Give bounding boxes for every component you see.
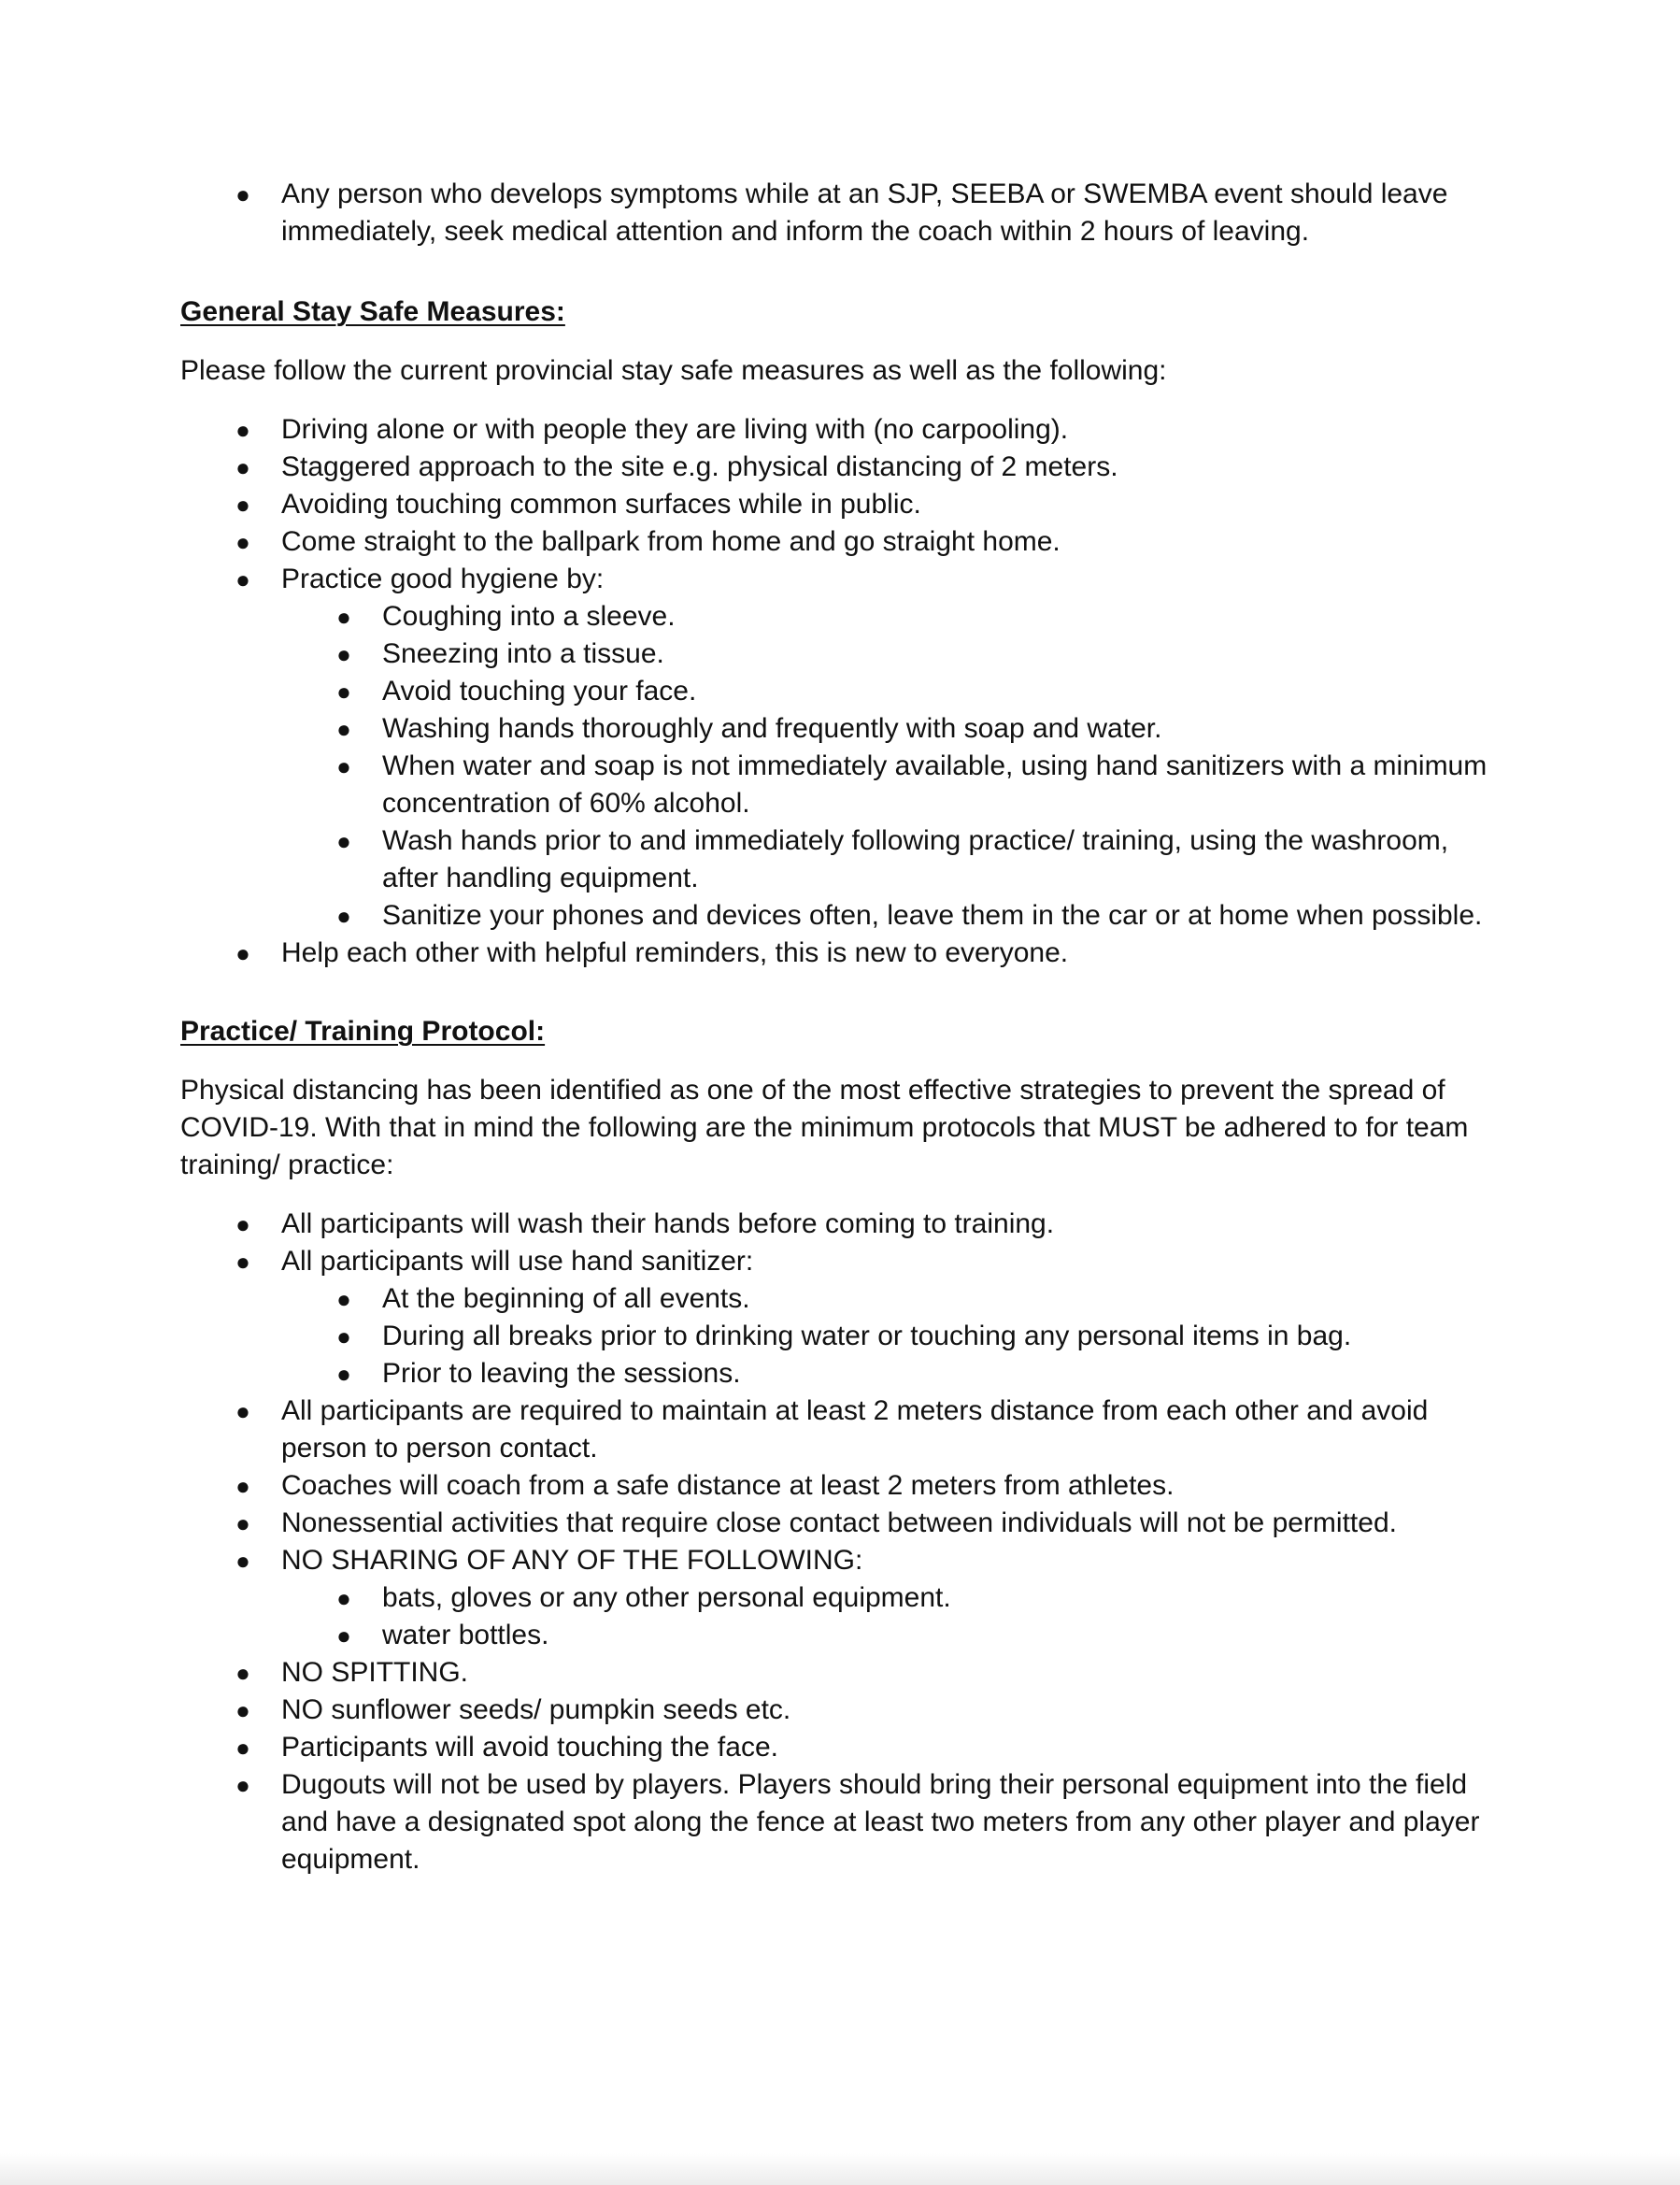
bullet-icon: ● xyxy=(235,1397,250,1425)
sublist-item xyxy=(281,636,1507,673)
bullet-icon: ● xyxy=(235,1472,250,1500)
bullet-icon: ● xyxy=(336,603,351,631)
sublist-item-text: Sneezing into a tissue. xyxy=(382,638,664,669)
sublist-item-text: Wash hands prior to and immediately following practice/ training, using the washroom, after handling equipment. xyxy=(382,825,1449,893)
bullet-icon: ● xyxy=(336,1360,351,1388)
list-item-text: NO SPITTING. xyxy=(281,1657,469,1688)
list-item-text: Any person who develops symptoms while at an SJP, SEEBA or SWEMBA event should leave immediately, seek medical attention and inform the coach within 2 hours of leaving. xyxy=(281,179,1448,247)
sublist-item xyxy=(281,1579,1507,1617)
bullet-icon: ● xyxy=(235,1547,250,1575)
list-item-text: Dugouts will not be used by players. Players should bring their personal equipment into the field and have a designated spot along the fence at least two meters from any other player and player equipment. xyxy=(281,1769,1480,1875)
bullet-icon: ● xyxy=(235,1210,250,1238)
list-item-text: Staggered approach to the site e.g. physical distancing of 2 meters. xyxy=(281,451,1118,482)
list-item-text: Driving alone or with people they are living with (no carpooling). xyxy=(281,414,1069,445)
sublist-item xyxy=(281,710,1507,748)
practice-protocol-list xyxy=(180,1206,1507,1878)
sublist-item xyxy=(281,673,1507,710)
sublist-item-text: Avoid touching your face. xyxy=(382,676,697,707)
bullet-icon: ● xyxy=(235,1696,250,1724)
list-item-text: All participants are required to maintain at least 2 meters distance from each other and avoid person to person contact. xyxy=(281,1395,1429,1464)
list-item-text: Help each other with helpful reminders, this is new to everyone. xyxy=(281,937,1069,968)
bullet-icon: ● xyxy=(235,1659,250,1687)
sublist-item-text: During all breaks prior to drinking water or touching any personal items in bag. xyxy=(382,1321,1352,1351)
sublist-item-text: At the beginning of all events. xyxy=(382,1283,750,1314)
list-item xyxy=(180,1505,1507,1542)
bullet-icon: ● xyxy=(336,1322,351,1350)
sublist-item xyxy=(281,822,1507,897)
list-item xyxy=(180,176,1507,250)
section-intro-practice: Physical distancing has been identified as one of the most effective strategies to prevent the spread of COVID-19. With that in mind the following are the minimum protocols that MUST be adhered to for team training/ practice: xyxy=(180,1075,1469,1180)
bullet-icon: ● xyxy=(235,453,250,481)
sublist-item xyxy=(281,897,1507,935)
list-item xyxy=(180,1729,1507,1766)
bullet-icon: ● xyxy=(336,827,351,855)
sublist-item-text: water bottles. xyxy=(382,1620,549,1650)
sublist-item-text: Sanitize your phones and devices often, leave them in the car or at home when possible. xyxy=(382,900,1483,931)
bullet-icon: ● xyxy=(235,939,250,967)
sublist-item-text: Coughing into a sleeve. xyxy=(382,601,676,632)
bullet-icon: ● xyxy=(235,1248,250,1276)
intro-list xyxy=(180,176,1507,250)
section-intro-general: Please follow the current provincial stay safe measures as well as the following: xyxy=(180,355,1167,386)
hygiene-sublist xyxy=(281,598,1507,935)
section-heading-practice: Practice/ Training Protocol: xyxy=(180,1016,546,1047)
list-item xyxy=(180,1467,1507,1505)
bullet-icon: ● xyxy=(235,1509,250,1537)
bullet-icon: ● xyxy=(235,1734,250,1762)
list-item xyxy=(180,523,1507,561)
list-item-text: All participants will use hand sanitizer: xyxy=(281,1246,754,1277)
list-item xyxy=(180,1243,1507,1392)
list-item xyxy=(180,1206,1507,1243)
list-item xyxy=(180,1692,1507,1729)
list-item xyxy=(180,1392,1507,1467)
list-item xyxy=(180,561,1507,935)
list-item-text: NO sunflower seeds/ pumpkin seeds etc. xyxy=(281,1694,791,1725)
bullet-icon: ● xyxy=(336,1621,351,1649)
bullet-icon: ● xyxy=(336,902,351,930)
bullet-icon: ● xyxy=(235,528,250,556)
bullet-icon: ● xyxy=(235,565,250,593)
list-item xyxy=(180,449,1507,486)
list-item xyxy=(180,1654,1507,1692)
list-item xyxy=(180,486,1507,523)
sublist-item xyxy=(281,748,1507,822)
list-item xyxy=(180,411,1507,449)
bullet-icon: ● xyxy=(235,491,250,519)
list-item xyxy=(180,1542,1507,1654)
sanitizer-sublist xyxy=(281,1280,1507,1392)
bullet-icon: ● xyxy=(336,678,351,706)
list-item-text: NO SHARING OF ANY OF THE FOLLOWING: xyxy=(281,1545,863,1576)
sublist-item-text: Prior to leaving the sessions. xyxy=(382,1358,741,1389)
bullet-icon: ● xyxy=(336,715,351,743)
bullet-icon: ● xyxy=(235,416,250,444)
bullet-icon: ● xyxy=(235,1771,250,1799)
page-bottom-shadow xyxy=(0,2153,1680,2185)
list-item-text: All participants will wash their hands before coming to training. xyxy=(281,1208,1055,1239)
bullet-icon: ● xyxy=(235,180,250,208)
list-item xyxy=(180,935,1507,972)
bullet-icon: ● xyxy=(336,1285,351,1313)
section-heading-general: General Stay Safe Measures: xyxy=(180,296,565,327)
bullet-icon: ● xyxy=(336,752,351,780)
list-item-text: Nonessential activities that require close contact between individuals will not be permitted. xyxy=(281,1507,1397,1538)
sublist-item-text: Washing hands thoroughly and frequently with soap and water. xyxy=(382,713,1162,744)
list-item-text: Avoiding touching common surfaces while in public. xyxy=(281,489,921,520)
sublist-item-text: bats, gloves or any other personal equipment. xyxy=(382,1582,951,1613)
list-item xyxy=(180,1766,1507,1878)
general-measures-list xyxy=(180,411,1507,972)
sublist-item xyxy=(281,1318,1507,1355)
document-body xyxy=(180,176,1507,1878)
sublist-item-text: When water and soap is not immediately available, using hand sanitizers with a minimum concentration of 60% alcohol. xyxy=(382,750,1488,819)
list-item-text: Come straight to the ballpark from home and go straight home. xyxy=(281,526,1061,557)
list-item-text: Coaches will coach from a safe distance at least 2 meters from athletes. xyxy=(281,1470,1175,1501)
list-item-text: Participants will avoid touching the face. xyxy=(281,1732,778,1763)
list-item-text: Practice good hygiene by: xyxy=(281,564,605,594)
sublist-item xyxy=(281,1617,1507,1654)
sublist-item xyxy=(281,598,1507,636)
bullet-icon: ● xyxy=(336,1584,351,1612)
no-sharing-sublist xyxy=(281,1579,1507,1654)
bullet-icon: ● xyxy=(336,640,351,668)
sublist-item xyxy=(281,1280,1507,1318)
sublist-item xyxy=(281,1355,1507,1392)
